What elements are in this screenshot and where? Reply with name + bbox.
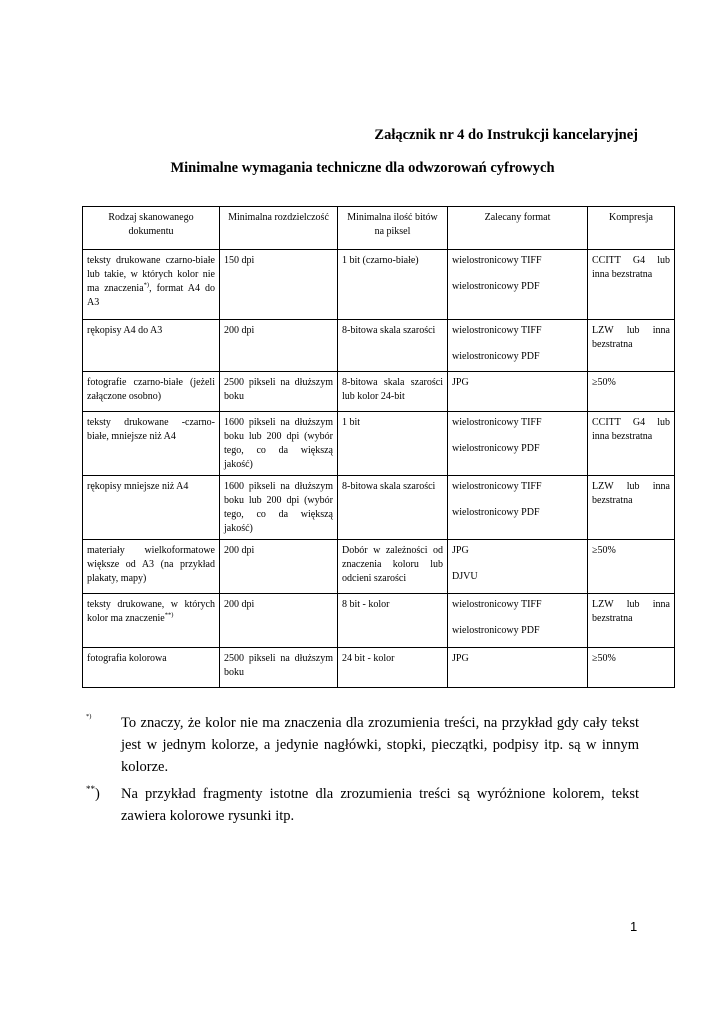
cell-compression: ≥50%	[588, 540, 675, 594]
footnote	[86, 713, 639, 778]
cell-compression: CCITT G4 lub inna bezstratna	[588, 412, 675, 476]
cell-format	[448, 594, 588, 648]
cell-compression: LZW lub inna bezstratna	[588, 476, 675, 540]
cell-bits: 8-bitowa skala szarości	[338, 476, 448, 540]
cell-bits: 24 bit - kolor	[338, 648, 448, 688]
cell-resolution: 150 dpi	[220, 250, 338, 320]
cell-resolution: 2500 pikseli na dłuższym boku	[220, 372, 338, 412]
footnote-text: Na przykład fragmenty istotne dla zrozumienia treści są wyróżnione kolorem, tekst zawiera kolorowe rysunki itp.	[121, 786, 639, 824]
cell-compression: LZW lub inna bezstratna	[588, 320, 675, 372]
cell-document-type: fotografie czarno-białe (jeżeli załączone osobno)	[83, 372, 220, 412]
format-secondary: DJVU	[452, 571, 478, 582]
footnotes	[86, 713, 639, 834]
format-primary: wielostronicowy TIFF	[452, 325, 542, 336]
footnote-text: To znaczy, że kolor nie ma znaczenia dla zrozumienia treści, na przykład gdy cały tekst jest w jednym kolorze, a jedynie nagłówki, stopki, pieczątki, podpisy itp. są w innym kolorze.	[121, 715, 639, 775]
cell-resolution: 200 dpi	[220, 594, 338, 648]
cell-compression: LZW lub inna bezstratna	[588, 594, 675, 648]
table-row	[83, 540, 675, 594]
cell-format	[448, 372, 588, 412]
cell-bits: 8-bitowa skala szarości lub kolor 24-bit	[338, 372, 448, 412]
header-document-type: Rodzaj skanowanego dokumentu	[83, 207, 220, 250]
annex-title: Załącznik nr 4 do Instrukcji kancelaryjnej	[374, 127, 638, 143]
format-secondary: wielostronicowy PDF	[452, 507, 540, 518]
format-primary: wielostronicowy TIFF	[452, 481, 542, 492]
format-secondary: wielostronicowy PDF	[452, 625, 540, 636]
cell-bits: 8 bit - kolor	[338, 594, 448, 648]
cell-bits: Dobór w zależności od znaczenia koloru lub odcieni szarości	[338, 540, 448, 594]
format-primary: wielostronicowy TIFF	[452, 417, 542, 428]
document-title: Minimalne wymagania techniczne dla odwzorowań cyfrowych	[170, 160, 555, 176]
header-format: Zalecany format	[448, 207, 588, 250]
cell-document-type: teksty drukowane -czarno-białe, mniejsze niż A4	[83, 412, 220, 476]
cell-format	[448, 412, 588, 476]
cell-resolution: 200 dpi	[220, 540, 338, 594]
header-bits: Minimalna ilość bitów na piksel	[338, 207, 448, 250]
cell-compression: ≥50%	[588, 372, 675, 412]
table-row	[83, 476, 675, 540]
cell-document-type: rękopisy mniejsze niż A4	[83, 476, 220, 540]
format-primary: JPG	[452, 653, 469, 664]
table-row	[83, 320, 675, 372]
cell-bits: 1 bit	[338, 412, 448, 476]
cell-document-type: teksty drukowane, w których kolor ma znaczenie**)	[83, 594, 220, 648]
format-primary: JPG	[452, 545, 469, 556]
cell-document-type: rękopisy A4 do A3	[83, 320, 220, 372]
cell-format	[448, 648, 588, 688]
cell-bits: 1 bit (czarno-białe)	[338, 250, 448, 320]
cell-compression: ≥50%	[588, 648, 675, 688]
cell-document-type: teksty drukowane czarno-białe lub takie, w których kolor nie ma znaczenia*), format A4 do A3	[83, 250, 220, 320]
requirements-table	[82, 206, 675, 688]
format-secondary: wielostronicowy PDF	[452, 281, 540, 292]
table-row	[83, 648, 675, 688]
table-header-row	[83, 207, 675, 250]
cell-document-type: fotografia kolorowa	[83, 648, 220, 688]
page-number: 1	[630, 919, 638, 934]
cell-document-type: materiały wielkoformatowe większe od A3 (na przykład plakaty, mapy)	[83, 540, 220, 594]
header-compression: Kompresja	[588, 207, 675, 250]
cell-format	[448, 250, 588, 320]
table-row	[83, 250, 675, 320]
table-row	[83, 594, 675, 648]
cell-resolution: 200 dpi	[220, 320, 338, 372]
footnote-mark: **)	[86, 784, 100, 803]
footnote	[86, 784, 639, 828]
table-row	[83, 412, 675, 476]
cell-compression: CCITT G4 lub inna bezstratna	[588, 250, 675, 320]
cell-format	[448, 476, 588, 540]
table-row	[83, 372, 675, 412]
format-secondary: wielostronicowy PDF	[452, 351, 540, 362]
footnote-mark: *)	[86, 713, 92, 720]
table-body	[83, 250, 675, 688]
cell-resolution: 2500 pikseli na dłuższym boku	[220, 648, 338, 688]
cell-format	[448, 540, 588, 594]
format-primary: wielostronicowy TIFF	[452, 599, 542, 610]
cell-format	[448, 320, 588, 372]
cell-resolution: 1600 pikseli na dłuższym boku lub 200 dpi (wybór tego, co da większą jakość)	[220, 412, 338, 476]
header-resolution: Minimalna rozdzielczość	[220, 207, 338, 250]
format-secondary: wielostronicowy PDF	[452, 443, 540, 454]
cell-bits: 8-bitowa skala szarości	[338, 320, 448, 372]
cell-resolution: 1600 pikseli na dłuższym boku lub 200 dpi (wybór tego, co da większą jakość)	[220, 476, 338, 540]
format-primary: JPG	[452, 377, 469, 388]
format-primary: wielostronicowy TIFF	[452, 255, 542, 266]
